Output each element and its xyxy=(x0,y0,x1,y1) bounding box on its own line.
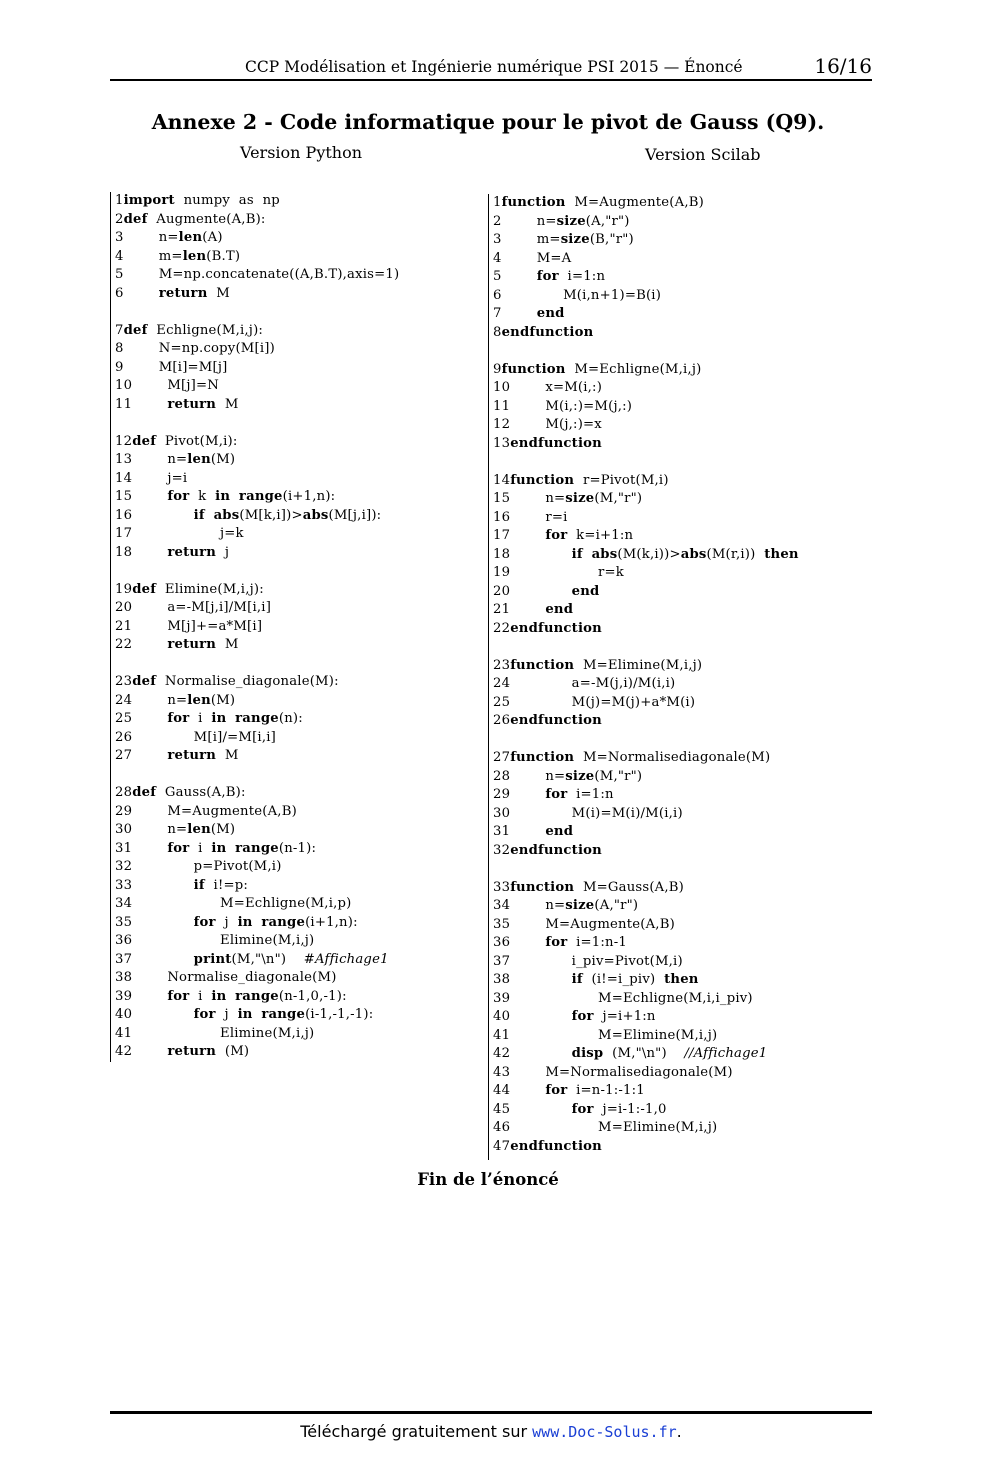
code-line: 16 r=i xyxy=(493,509,568,525)
code-line: 39 M=Echligne(M,i,i_piv) xyxy=(493,990,753,1006)
code-line: 13endfunction xyxy=(493,435,602,451)
code-line xyxy=(493,638,883,657)
code-line: 6 return M xyxy=(115,285,230,301)
code-line: 6 M(i,n+1)=B(i) xyxy=(493,287,662,303)
code-line: 2def Augmente(A,B): xyxy=(115,211,266,227)
footer-text: Téléchargé gratuitement sur xyxy=(300,1422,528,1441)
code-line: 32endfunction xyxy=(493,842,602,858)
code-line: 44 for i=n-1:-1:1 xyxy=(493,1083,645,1098)
code-line: 32 p=Pivot(M,i) xyxy=(115,859,282,874)
code-line: 27 return M xyxy=(115,748,239,763)
code-line: 31 for i in range(n-1): xyxy=(115,840,317,856)
code-line: 7def Echligne(M,i,j): xyxy=(115,322,264,338)
code-line: 14 j=i xyxy=(115,470,188,486)
scilab-version-label: Version Scilab xyxy=(645,145,761,164)
code-line: 46 M=Elimine(M,i,j) xyxy=(493,1120,718,1135)
code-line: 10 x=M(i,:) xyxy=(493,380,603,395)
code-line: 3 m=size(B,"r") xyxy=(493,232,634,247)
code-line: 30 M(i)=M(i)/M(i,i) xyxy=(493,805,683,821)
code-line: 9 M[i]=M[j] xyxy=(115,359,228,375)
python-version-label: Version Python xyxy=(240,143,363,162)
code-line: 38 Normalise_diagonale(M) xyxy=(115,970,337,985)
code-line: 21 M[j]+=a*M[i] xyxy=(115,618,263,634)
code-line: 35 M=Augmente(A,B) xyxy=(493,916,675,932)
code-line: 34 n=size(A,"r") xyxy=(493,898,639,913)
code-line: 33function M=Gauss(A,B) xyxy=(493,879,685,895)
code-line xyxy=(493,731,883,750)
code-line: 1import numpy as np xyxy=(115,193,280,208)
code-line: 37 print(M,"\n") #Affichage1 xyxy=(115,951,389,967)
annexe-title: Annexe 2 - Code informatique pour le pivot de Gauss (Q9). xyxy=(151,110,825,134)
code-line xyxy=(115,766,485,785)
code-line: 22 return M xyxy=(115,637,239,652)
page-footer xyxy=(0,1422,982,1441)
code-line: 4 m=len(B.T) xyxy=(115,248,241,264)
code-line: 43 M=Normalisediagonale(M) xyxy=(493,1064,733,1080)
code-line: 23function M=Elimine(M,i,j) xyxy=(493,657,703,673)
code-line: 14function r=Pivot(M,i) xyxy=(493,472,669,488)
code-line: 15 n=size(M,"r") xyxy=(493,491,643,506)
code-line: 30 n=len(M) xyxy=(115,822,236,837)
code-line: 12def Pivot(M,i): xyxy=(115,433,238,449)
code-line xyxy=(493,453,883,472)
code-line: 18 if abs(M(k,i))>abs(M(r,i)) then xyxy=(493,546,799,562)
code-line: 39 for i in range(n-1,0,-1): xyxy=(115,988,347,1004)
code-line: 13 n=len(M) xyxy=(115,452,236,467)
end-of-statement: Fin de l’énoncé xyxy=(417,1170,559,1189)
code-line: 21 end xyxy=(493,602,574,617)
code-line: 20 a=-M[j,i]/M[i,i] xyxy=(115,600,272,615)
code-line: 4 M=A xyxy=(493,250,572,266)
page-number: 16/16 xyxy=(814,54,872,78)
code-line xyxy=(115,562,485,581)
code-line: 18 return j xyxy=(115,544,230,560)
code-line: 3 n=len(A) xyxy=(115,230,223,245)
code-line: 47endfunction xyxy=(493,1138,602,1154)
code-line: 25 M(j)=M(j)+a*M(i) xyxy=(493,694,696,710)
code-line: 40 for j in range(i-1,-1,-1): xyxy=(115,1007,374,1022)
code-line: 12 M(j,:)=x xyxy=(493,417,602,432)
code-line: 9function M=Echligne(M,i,j) xyxy=(493,361,702,377)
code-line xyxy=(115,303,485,322)
code-line: 15 for k in range(i+1,n): xyxy=(115,489,336,504)
code-line: 38 if (i!=i_piv) then xyxy=(493,972,699,987)
code-line: 1function M=Augmente(A,B) xyxy=(493,195,704,210)
python-code-listing xyxy=(110,192,485,1062)
code-line: 19 r=k xyxy=(493,565,624,580)
code-line: 31 end xyxy=(493,824,574,839)
code-line: 26endfunction xyxy=(493,713,602,728)
code-line: 22endfunction xyxy=(493,620,602,636)
code-line: 8endfunction xyxy=(493,324,594,340)
code-line: 24 a=-M(j,i)/M(i,i) xyxy=(493,676,676,691)
code-line: 5 M=np.concatenate((A,B.T),axis=1) xyxy=(115,267,400,282)
code-line: 42 disp (M,"\n") //Affichage1 xyxy=(493,1046,768,1061)
code-line: 36 for i=1:n-1 xyxy=(493,935,627,950)
code-line: 28def Gauss(A,B): xyxy=(115,785,246,800)
code-line: 10 M[j]=N xyxy=(115,378,219,393)
code-line: 45 for j=i-1:-1,0 xyxy=(493,1101,667,1117)
code-line: 2 n=size(A,"r") xyxy=(493,213,630,229)
code-line: 29 for i=1:n xyxy=(493,787,614,802)
code-line xyxy=(115,414,485,433)
footer-link[interactable]: www.Doc-Solus.fr xyxy=(532,1423,677,1441)
code-line: 17 for k=i+1:n xyxy=(493,528,634,543)
code-line: 29 M=Augmente(A,B) xyxy=(115,803,297,819)
code-line xyxy=(493,342,883,361)
code-line: 41 Elimine(M,i,j) xyxy=(115,1025,315,1041)
code-line: 8 N=np.copy(M[i]) xyxy=(115,341,275,356)
header-rule xyxy=(110,79,872,81)
code-line: 28 n=size(M,"r") xyxy=(493,768,643,784)
footer-rule xyxy=(110,1411,872,1414)
code-line: 34 M=Echligne(M,i,p) xyxy=(115,896,352,911)
code-line xyxy=(115,655,485,674)
code-line: 33 if i!=p: xyxy=(115,877,249,893)
code-line: 37 i_piv=Pivot(M,i) xyxy=(493,953,683,969)
code-line xyxy=(493,860,883,879)
code-line: 26 M[i]/=M[i,i] xyxy=(115,729,276,745)
code-line: 5 for i=1:n xyxy=(493,269,606,284)
scilab-code-listing xyxy=(488,194,883,1160)
code-line: 41 M=Elimine(M,i,j) xyxy=(493,1027,718,1043)
footer-end: . xyxy=(676,1422,682,1441)
code-line: 16 if abs(M[k,i])>abs(M[j,i]): xyxy=(115,507,382,523)
code-line: 40 for j=i+1:n xyxy=(493,1009,656,1024)
code-line: 25 for i in range(n): xyxy=(115,711,303,726)
code-line: 35 for j in range(i+1,n): xyxy=(115,914,358,930)
code-line: 7 end xyxy=(493,306,565,321)
code-line: 11 return M xyxy=(115,396,239,412)
code-line: 24 n=len(M) xyxy=(115,692,236,708)
code-line: 19def Elimine(M,i,j): xyxy=(115,581,264,597)
code-line: 27function M=Normalisediagonale(M) xyxy=(493,750,771,765)
header-title: CCP Modélisation et Ingénierie numérique PSI 2015 — Énoncé xyxy=(245,58,743,76)
code-line: 23def Normalise_diagonale(M): xyxy=(115,674,339,689)
code-line: 36 Elimine(M,i,j) xyxy=(115,933,315,948)
code-line: 17 j=k xyxy=(115,526,244,541)
code-line: 20 end xyxy=(493,583,600,599)
code-line: 42 return (M) xyxy=(115,1044,250,1059)
code-line: 11 M(i,:)=M(j,:) xyxy=(493,398,633,414)
